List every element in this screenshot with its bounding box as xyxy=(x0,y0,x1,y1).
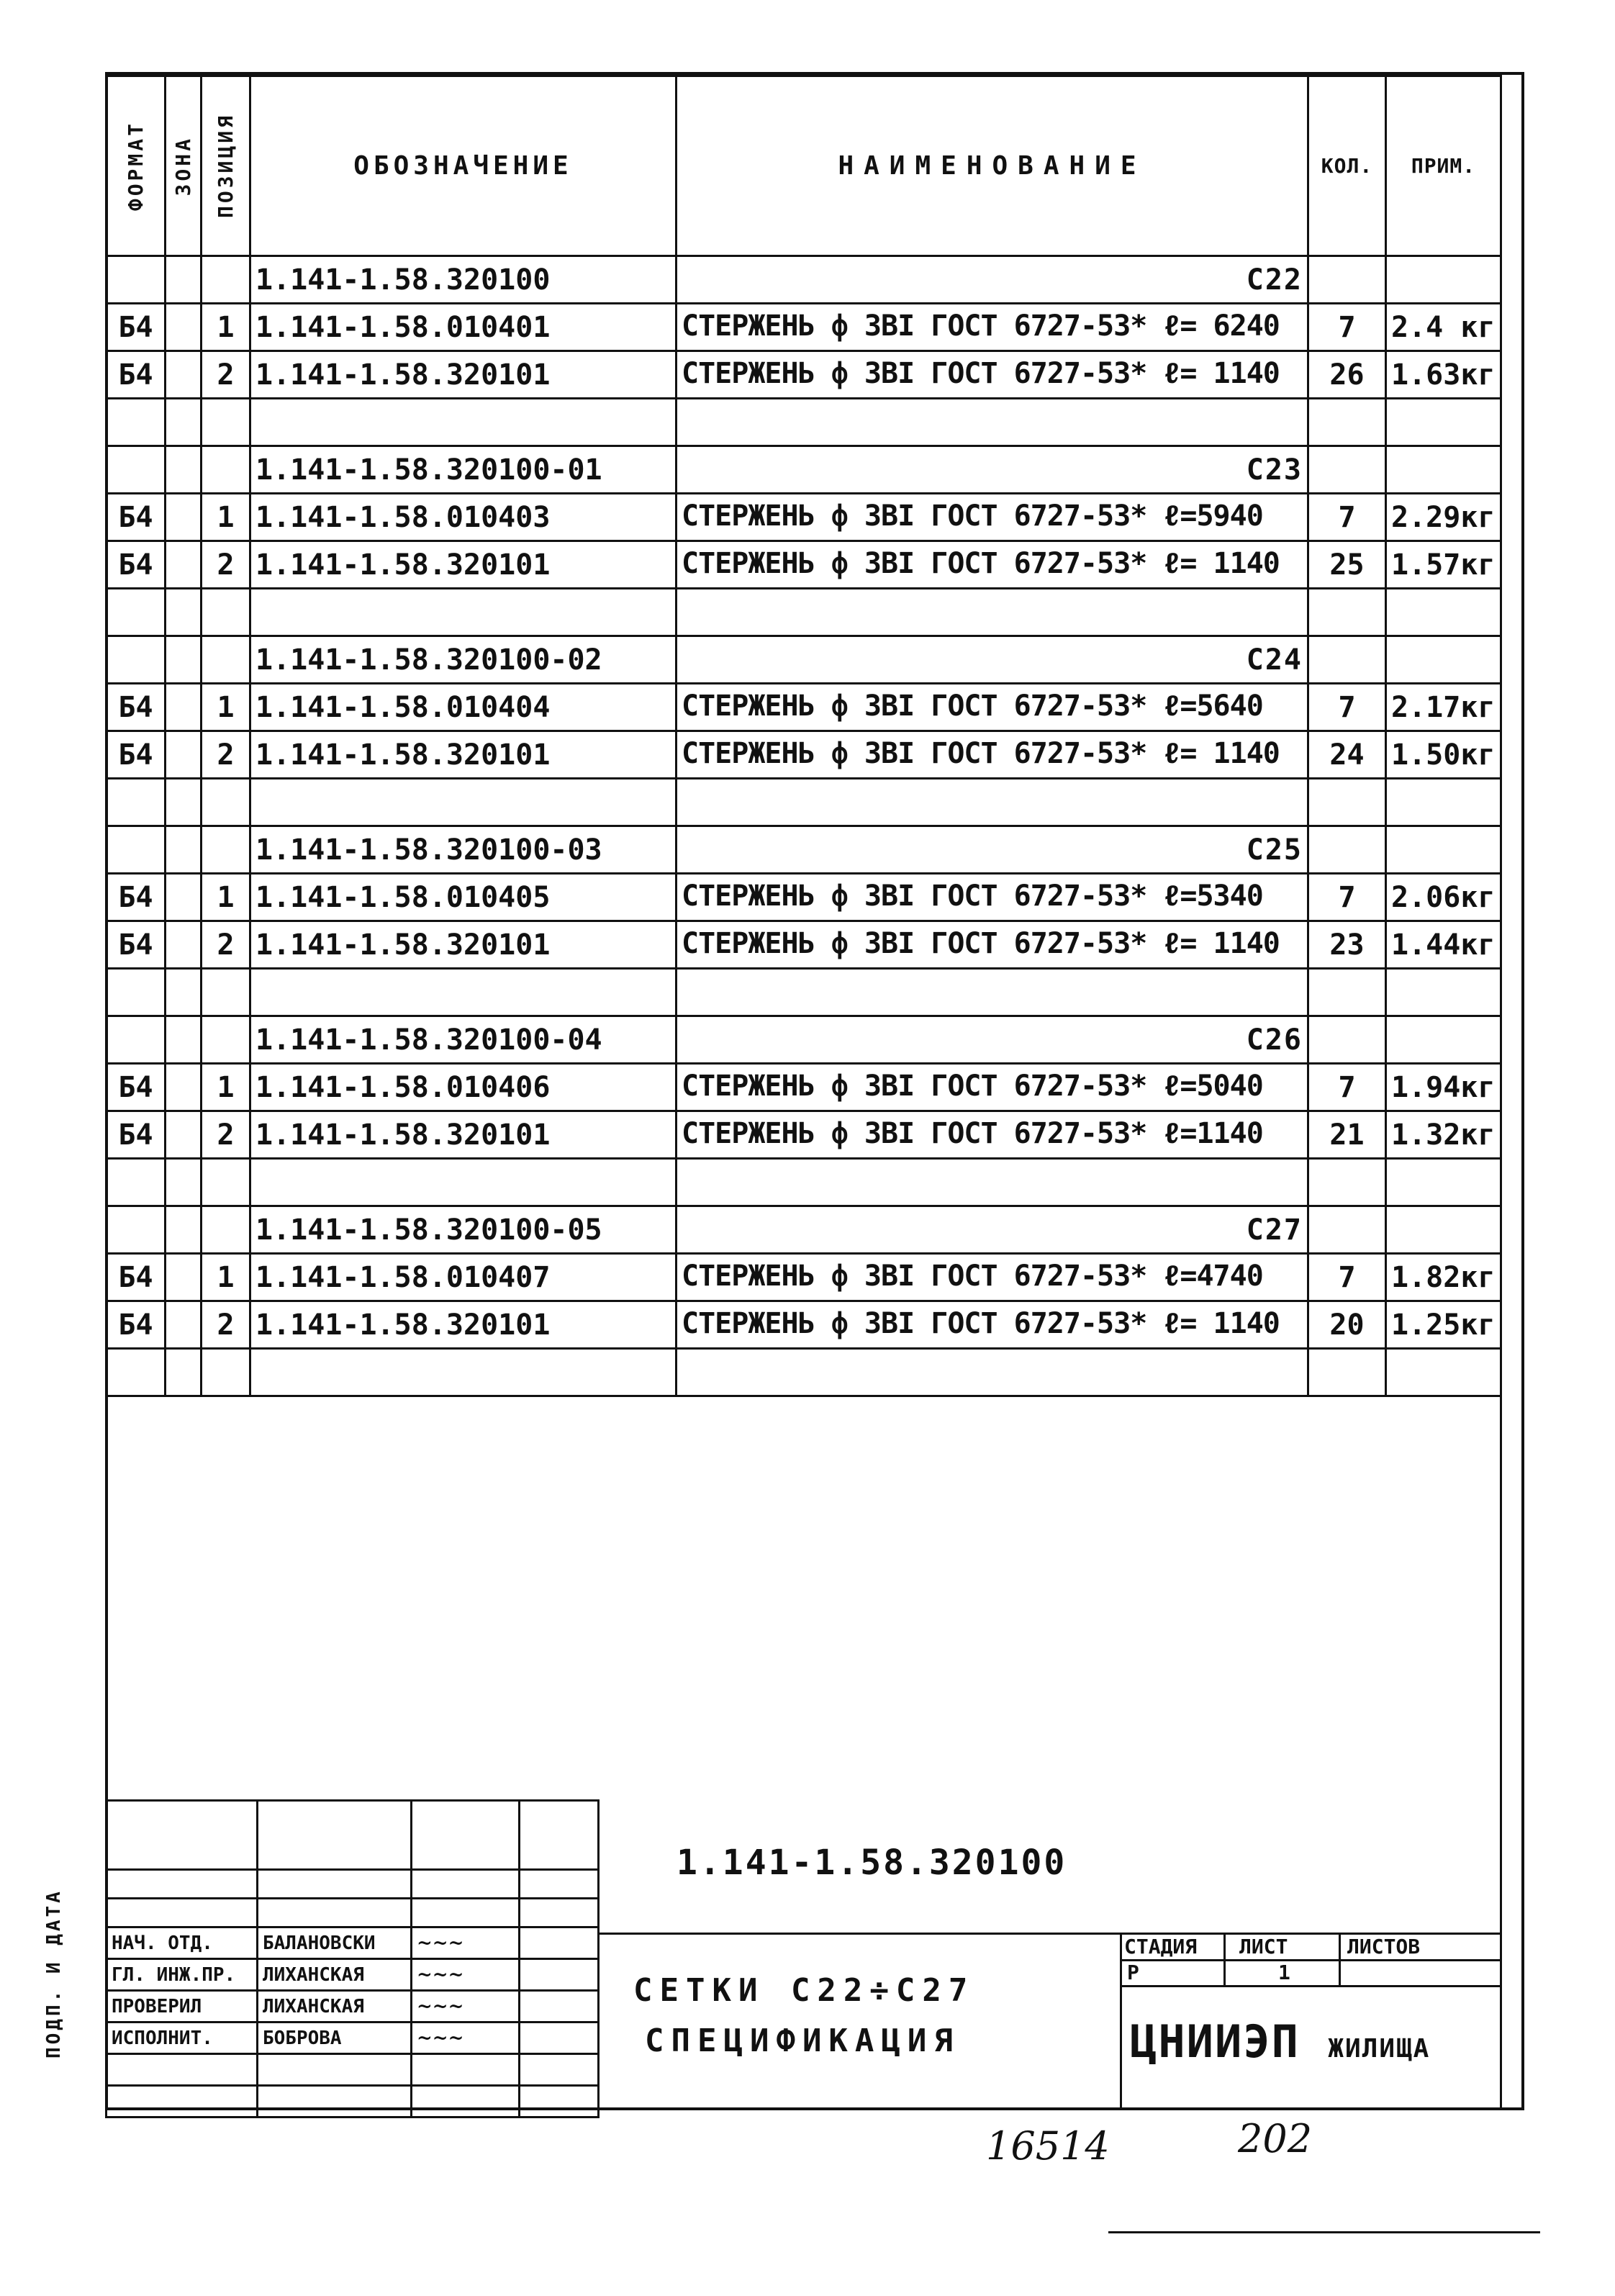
cell-name: СТЕРЖЕНЬ ф 3ВI ГОСТ 6727-53* ℓ=5040 xyxy=(677,1064,1308,1111)
cell-designation: 1.141-1.58.010403 xyxy=(250,494,677,541)
cell-designation xyxy=(250,589,677,636)
cell-zone xyxy=(166,1111,202,1159)
signature-cell xyxy=(412,2054,520,2086)
cell-zone xyxy=(166,731,202,779)
cell-name: СТЕРЖЕНЬ ф 3ВI ГОСТ 6727-53* ℓ= 1140 xyxy=(677,351,1308,399)
header-row xyxy=(107,76,1501,256)
signature-mark: ~~~ xyxy=(412,2022,520,2054)
cell-format: Б4 xyxy=(107,731,166,779)
cell-format: Б4 xyxy=(107,1301,166,1349)
cell-format: Б4 xyxy=(107,1064,166,1111)
cell-designation: 1.141-1.58.010401 xyxy=(250,304,677,351)
signature-cell xyxy=(107,2086,258,2118)
cell-qty xyxy=(1308,1349,1386,1396)
cell-name xyxy=(677,399,1308,446)
cell-name xyxy=(677,779,1308,826)
stage-hline2 xyxy=(1120,1985,1500,1987)
cell-format xyxy=(107,969,166,1016)
cell-position xyxy=(202,1206,250,1254)
signature-cell xyxy=(520,2086,599,2118)
cell-format: Б4 xyxy=(107,1254,166,1301)
cell-mark: С22 xyxy=(677,256,1308,304)
signature-cell xyxy=(258,2086,412,2118)
cell-note xyxy=(1386,636,1501,684)
cell-note xyxy=(1386,1349,1501,1396)
handwritten-page: 202 xyxy=(1238,2116,1313,2161)
cell-note: 1.94кг xyxy=(1386,1064,1501,1111)
cell-format xyxy=(107,779,166,826)
title-line2: СПЕЦИФИКАЦИЯ xyxy=(645,2022,960,2059)
cell-mark: С23 xyxy=(677,446,1308,494)
signature-empty-row xyxy=(107,1870,599,1899)
cell-format xyxy=(107,399,166,446)
cell-zone xyxy=(166,494,202,541)
table-row xyxy=(107,541,1501,589)
signature-cell xyxy=(520,1927,599,1959)
cell-zone xyxy=(166,636,202,684)
signature-cell xyxy=(107,2054,258,2086)
table-row xyxy=(107,1111,1501,1159)
cell-position: 2 xyxy=(202,921,250,969)
cell-qty xyxy=(1308,826,1386,874)
table-row xyxy=(107,1064,1501,1111)
signature-mark: ~~~ xyxy=(412,1959,520,1991)
signature-name: БАЛАНОВСКИ xyxy=(258,1927,412,1959)
signature-row xyxy=(107,1959,599,1991)
cell-position: 2 xyxy=(202,351,250,399)
cell-name: СТЕРЖЕНЬ ф 3ВI ГОСТ 6727-53* ℓ=5340 xyxy=(677,874,1308,921)
header-note: ПРИМ. xyxy=(1386,76,1501,256)
cell-qty xyxy=(1308,1016,1386,1064)
cell-position xyxy=(202,446,250,494)
table-row xyxy=(107,636,1501,684)
cell-zone xyxy=(166,684,202,731)
cell-qty: 7 xyxy=(1308,1254,1386,1301)
cell-note: 1.25кг xyxy=(1386,1301,1501,1349)
cell-zone xyxy=(166,969,202,1016)
signature-cell xyxy=(520,1899,599,1927)
cell-format: Б4 xyxy=(107,921,166,969)
cell-qty: 7 xyxy=(1308,684,1386,731)
cell-position xyxy=(202,1349,250,1396)
cell-designation: 1.141-1.58.010404 xyxy=(250,684,677,731)
cell-note xyxy=(1386,446,1501,494)
document-code: 1.141-1.58.320100 xyxy=(677,1843,1067,1883)
cell-designation: 1.141-1.58.320100-04 xyxy=(250,1016,677,1064)
side-stamp: ПОДП. И ДАТА xyxy=(43,1889,65,2058)
signature-mark: ~~~ xyxy=(412,1991,520,2022)
handwritten-number: 16514 xyxy=(986,2123,1110,2169)
cell-position: 1 xyxy=(202,304,250,351)
cell-format xyxy=(107,589,166,636)
signature-mark: ~~~ xyxy=(412,1927,520,1959)
cell-designation: 1.141-1.58.320101 xyxy=(250,1111,677,1159)
cell-note xyxy=(1386,589,1501,636)
cell-position xyxy=(202,826,250,874)
signature-empty-row xyxy=(107,2086,599,2118)
cell-mark: С26 xyxy=(677,1016,1308,1064)
cell-zone xyxy=(166,446,202,494)
cell-format: Б4 xyxy=(107,874,166,921)
signature-name: ЛИХАНСКАЯ xyxy=(258,1991,412,2022)
cell-note: 2.4 кг xyxy=(1386,304,1501,351)
signature-cell xyxy=(520,2054,599,2086)
cell-qty: 24 xyxy=(1308,731,1386,779)
signature-cell xyxy=(107,1870,258,1899)
cell-position: 2 xyxy=(202,731,250,779)
cell-position: 1 xyxy=(202,1254,250,1301)
header-designation: ОБОЗНАЧЕНИЕ xyxy=(250,76,677,256)
cell-qty: 7 xyxy=(1308,304,1386,351)
cell-position xyxy=(202,1016,250,1064)
cell-position xyxy=(202,589,250,636)
cell-mark: С27 xyxy=(677,1206,1308,1254)
signature-role: НАЧ. ОТД. xyxy=(107,1927,258,1959)
table-row xyxy=(107,1301,1501,1349)
cell-qty xyxy=(1308,446,1386,494)
specification-table xyxy=(105,75,1502,1397)
sheet-value: 1 xyxy=(1278,1961,1290,1984)
table-row xyxy=(107,779,1501,826)
cell-qty: 7 xyxy=(1308,494,1386,541)
cell-qty xyxy=(1308,399,1386,446)
cell-qty: 26 xyxy=(1308,351,1386,399)
signature-cell xyxy=(412,1899,520,1927)
cell-name: СТЕРЖЕНЬ ф 3ВI ГОСТ 6727-53* ℓ= 1140 xyxy=(677,921,1308,969)
cell-name: СТЕРЖЕНЬ ф 3ВI ГОСТ 6727-53* ℓ= 1140 xyxy=(677,731,1308,779)
cell-designation: 1.141-1.58.320101 xyxy=(250,731,677,779)
cell-position xyxy=(202,399,250,446)
cell-qty xyxy=(1308,1159,1386,1206)
cell-position: 2 xyxy=(202,1111,250,1159)
cell-format xyxy=(107,1349,166,1396)
title-line1: СЕТКИ С22÷С27 xyxy=(633,1972,975,2009)
org-main: ЦНИИЭП xyxy=(1130,2015,1300,2068)
cell-zone xyxy=(166,779,202,826)
sheet-label: ЛИСТ xyxy=(1239,1935,1288,1958)
signature-cell xyxy=(520,1801,599,1870)
cell-designation: 1.141-1.58.320101 xyxy=(250,351,677,399)
header-position: ПОЗИЦИЯ xyxy=(202,76,250,256)
cell-name: СТЕРЖЕНЬ ф 3ВI ГОСТ 6727-53* ℓ=5940 xyxy=(677,494,1308,541)
cell-note xyxy=(1386,1206,1501,1254)
cell-zone xyxy=(166,1016,202,1064)
cell-note xyxy=(1386,1016,1501,1064)
cell-position: 2 xyxy=(202,1301,250,1349)
cell-position xyxy=(202,636,250,684)
cell-designation xyxy=(250,779,677,826)
cell-zone xyxy=(166,1064,202,1111)
cell-note: 1.63кг xyxy=(1386,351,1501,399)
stage-hline xyxy=(1120,1959,1500,1961)
cell-note xyxy=(1386,826,1501,874)
cell-name: СТЕРЖЕНЬ ф 3ВI ГОСТ 6727-53* ℓ=5640 xyxy=(677,684,1308,731)
cell-note: 1.44кг xyxy=(1386,921,1501,969)
stage-vline2 xyxy=(1339,1933,1341,1985)
table-row xyxy=(107,256,1501,304)
cell-designation: 1.141-1.58.320100 xyxy=(250,256,677,304)
cell-designation xyxy=(250,969,677,1016)
cell-format xyxy=(107,826,166,874)
sheets-label: ЛИСТОВ xyxy=(1347,1935,1421,1958)
signature-name: ЛИХАНСКАЯ xyxy=(258,1959,412,1991)
cell-note xyxy=(1386,1159,1501,1206)
signature-cell xyxy=(412,2086,520,2118)
cell-designation: 1.141-1.58.320101 xyxy=(250,1301,677,1349)
table-row xyxy=(107,1016,1501,1064)
bottom-rule xyxy=(1108,2231,1540,2233)
cell-designation: 1.141-1.58.320101 xyxy=(250,541,677,589)
cell-position: 2 xyxy=(202,541,250,589)
table-row xyxy=(107,1159,1501,1206)
signature-empty-row xyxy=(107,1899,599,1927)
signature-cell xyxy=(520,2022,599,2054)
cell-zone xyxy=(166,1159,202,1206)
cell-qty: 7 xyxy=(1308,874,1386,921)
signature-empty-row xyxy=(107,1801,599,1870)
cell-mark: С24 xyxy=(677,636,1308,684)
cell-name xyxy=(677,589,1308,636)
header-name: НАИМЕНОВАНИЕ xyxy=(677,76,1308,256)
cell-designation: 1.141-1.58.320100-02 xyxy=(250,636,677,684)
cell-format: Б4 xyxy=(107,351,166,399)
signature-cell xyxy=(258,1801,412,1870)
signature-role: ПРОВЕРИЛ xyxy=(107,1991,258,2022)
signature-cell xyxy=(107,1899,258,1927)
table-row xyxy=(107,1206,1501,1254)
signature-cell xyxy=(258,1899,412,1927)
cell-qty xyxy=(1308,636,1386,684)
table-row xyxy=(107,304,1501,351)
cell-position xyxy=(202,256,250,304)
cell-name: СТЕРЖЕНЬ ф 3ВI ГОСТ 6727-53* ℓ=1140 xyxy=(677,1111,1308,1159)
cell-position: 1 xyxy=(202,684,250,731)
header-qty: КОЛ. xyxy=(1308,76,1386,256)
cell-designation: 1.141-1.58.010405 xyxy=(250,874,677,921)
cell-name xyxy=(677,969,1308,1016)
table-row xyxy=(107,446,1501,494)
signature-row xyxy=(107,2022,599,2054)
org-sub: ЖИЛИЩА xyxy=(1328,2034,1431,2064)
cell-designation xyxy=(250,1349,677,1396)
cell-note: 2.29кг xyxy=(1386,494,1501,541)
cell-qty xyxy=(1308,1206,1386,1254)
table-row xyxy=(107,351,1501,399)
cell-format: Б4 xyxy=(107,541,166,589)
table-row xyxy=(107,874,1501,921)
cell-qty: 20 xyxy=(1308,1301,1386,1349)
cell-qty: 21 xyxy=(1308,1111,1386,1159)
cell-qty xyxy=(1308,779,1386,826)
signature-cell xyxy=(412,1801,520,1870)
signature-row xyxy=(107,1991,599,2022)
cell-format: Б4 xyxy=(107,684,166,731)
cell-zone xyxy=(166,256,202,304)
cell-name: СТЕРЖЕНЬ ф 3ВI ГОСТ 6727-53* ℓ=4740 xyxy=(677,1254,1308,1301)
cell-format: Б4 xyxy=(107,1111,166,1159)
cell-designation: 1.141-1.58.010407 xyxy=(250,1254,677,1301)
table-row xyxy=(107,589,1501,636)
cell-format: Б4 xyxy=(107,494,166,541)
cell-position xyxy=(202,1159,250,1206)
cell-note xyxy=(1386,399,1501,446)
signature-cell xyxy=(258,1870,412,1899)
header-zone: ЗОНА xyxy=(166,76,202,256)
cell-format xyxy=(107,636,166,684)
signature-grid xyxy=(105,1799,600,2118)
table-row xyxy=(107,399,1501,446)
table-row xyxy=(107,731,1501,779)
cell-name: СТЕРЖЕНЬ ф 3ВI ГОСТ 6727-53* ℓ= 6240 xyxy=(677,304,1308,351)
signature-cell xyxy=(258,2054,412,2086)
cell-designation: 1.141-1.58.010406 xyxy=(250,1064,677,1111)
cell-format xyxy=(107,1159,166,1206)
cell-name: СТЕРЖЕНЬ ф 3ВI ГОСТ 6727-53* ℓ= 1140 xyxy=(677,541,1308,589)
cell-zone xyxy=(166,874,202,921)
cell-note xyxy=(1386,256,1501,304)
table-row xyxy=(107,826,1501,874)
cell-zone xyxy=(166,304,202,351)
table-row xyxy=(107,1254,1501,1301)
cell-format xyxy=(107,446,166,494)
table-row xyxy=(107,969,1501,1016)
cell-mark: С25 xyxy=(677,826,1308,874)
stage-label: СТАДИЯ xyxy=(1124,1935,1198,1958)
cell-note: 2.06кг xyxy=(1386,874,1501,921)
title-divider xyxy=(597,1799,600,2110)
cell-note xyxy=(1386,779,1501,826)
signature-cell xyxy=(520,1870,599,1899)
cell-note: 1.32кг xyxy=(1386,1111,1501,1159)
signature-cell xyxy=(520,1991,599,2022)
cell-position: 1 xyxy=(202,494,250,541)
cell-zone xyxy=(166,589,202,636)
cell-note: 1.57кг xyxy=(1386,541,1501,589)
signature-cell xyxy=(107,1801,258,1870)
cell-qty xyxy=(1308,256,1386,304)
cell-qty xyxy=(1308,969,1386,1016)
stage-vline1 xyxy=(1223,1933,1226,1985)
signature-empty-row xyxy=(107,2054,599,2086)
table-row xyxy=(107,1349,1501,1396)
cell-format xyxy=(107,1016,166,1064)
cell-designation: 1.141-1.58.320100-03 xyxy=(250,826,677,874)
signature-cell xyxy=(520,1959,599,1991)
cell-zone xyxy=(166,1206,202,1254)
cell-note: 2.17кг xyxy=(1386,684,1501,731)
cell-note xyxy=(1386,969,1501,1016)
header-format: ФОРМАТ xyxy=(107,76,166,256)
signature-name: БОБРОВА xyxy=(258,2022,412,2054)
cell-format xyxy=(107,256,166,304)
cell-zone xyxy=(166,351,202,399)
cell-zone xyxy=(166,541,202,589)
signature-cell xyxy=(412,1870,520,1899)
cell-zone xyxy=(166,1254,202,1301)
cell-position xyxy=(202,779,250,826)
table-row xyxy=(107,684,1501,731)
cell-format xyxy=(107,1206,166,1254)
table-row xyxy=(107,921,1501,969)
signature-role: ГЛ. ИНЖ.ПР. xyxy=(107,1959,258,1991)
cell-designation xyxy=(250,399,677,446)
cell-designation xyxy=(250,1159,677,1206)
cell-name: СТЕРЖЕНЬ ф 3ВI ГОСТ 6727-53* ℓ= 1140 xyxy=(677,1301,1308,1349)
cell-zone xyxy=(166,826,202,874)
cell-position: 1 xyxy=(202,1064,250,1111)
cell-note: 1.82кг xyxy=(1386,1254,1501,1301)
cell-zone xyxy=(166,1301,202,1349)
cell-note: 1.50кг xyxy=(1386,731,1501,779)
cell-position xyxy=(202,969,250,1016)
stage-value: Р xyxy=(1127,1961,1139,1984)
cell-format: Б4 xyxy=(107,304,166,351)
cell-position: 1 xyxy=(202,874,250,921)
cell-designation: 1.141-1.58.320100-01 xyxy=(250,446,677,494)
cell-name xyxy=(677,1159,1308,1206)
organization xyxy=(1130,2015,1430,2068)
signature-role: ИСПОЛНИТ. xyxy=(107,2022,258,2054)
cell-designation: 1.141-1.58.320100-05 xyxy=(250,1206,677,1254)
signature-row xyxy=(107,1927,599,1959)
table-row xyxy=(107,494,1501,541)
cell-qty xyxy=(1308,589,1386,636)
cell-qty: 7 xyxy=(1308,1064,1386,1111)
cell-qty: 23 xyxy=(1308,921,1386,969)
cell-zone xyxy=(166,1349,202,1396)
cell-zone xyxy=(166,921,202,969)
cell-qty: 25 xyxy=(1308,541,1386,589)
cell-designation: 1.141-1.58.320101 xyxy=(250,921,677,969)
cell-name xyxy=(677,1349,1308,1396)
cell-zone xyxy=(166,399,202,446)
